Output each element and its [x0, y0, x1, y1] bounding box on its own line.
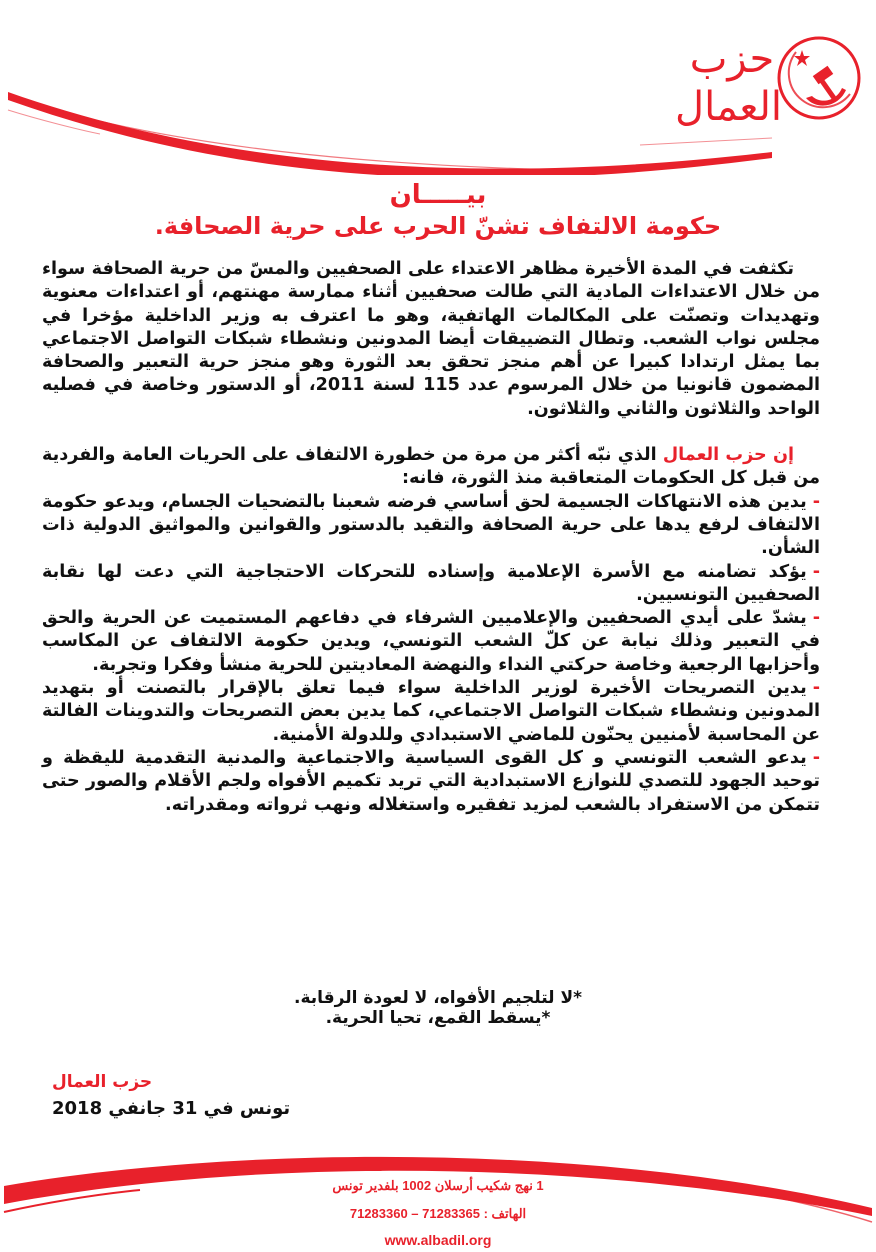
bullet-dash-icon: -: [812, 491, 820, 512]
bullet-item: [42, 491, 820, 561]
signature-party: حزب العمال: [52, 1072, 153, 1092]
bullet-item: [42, 607, 820, 677]
footer-website-link[interactable]: www.albadil.org: [384, 1232, 492, 1248]
logo-wordmark: [675, 34, 782, 130]
bullet-text: يشدّ على أيدي الصحفيين والإعلاميين الشرفاء في دفاعهم المستميت عن الحرية والحق في التعبير وذلك نيابة عن كلّ الشعب التونسي، ويدين حكومة الالتفاف عن المكاسب وأحزابها الرجعية وخاصة حركتي النداء والنهضة المعاديتين للحرية منشأ وفكرا وتجربة.: [42, 608, 820, 675]
intro-paragraph: تكثفت في المدة الأخيرة مظاهر الاعتداء على الصحفيين والمسّ من حرية الصحافة سواء من خلال الاعتداءات المادية التي طالت صحفيين أثناء ممارسة مهنتهم، أو اعتداءات معنوية وتهديدات وتصنّت على المكالمات الهاتفية، وهو ما اعترف به وزير الداخلية مؤخرا في مجلس نواب الشعب. وتطال التضييقات أيضا المدونين ونشطاء شبكات التواصل الاجتماعي بما يمثل ارتدادا كبيرا عن أهم منجز تحقق بعد الثورة وهو منجز حرية التعبير والصحافة المضمون قانونيا من خلال المرسوم عدد 115 لسنة 2011، أو الدستور وخاصة في فصليه الواحد والثلاثون والثاني والثلاثون.: [42, 259, 820, 419]
signature-place-date: تونس في 31 جانفي 2018: [52, 1098, 291, 1119]
paragraph-spacer: [42, 421, 820, 444]
party-position-text: الذي نبّه أكثر من مرة من خطورة الالتفاف على الحريات العامة والفردية من قبل كل الحكومات المتعاقبة منذ الثورة، فانه:: [42, 445, 820, 489]
slogans-block: [0, 988, 876, 1028]
slogan-line: *يسقط القمع، تحيا الحرية.: [325, 1008, 551, 1028]
party-position-paragraph: [42, 444, 820, 491]
footer-address: 1 نهج شكيب أرسلان 1002 بلفدير تونس: [332, 1178, 544, 1193]
bullet-dash-icon: -: [812, 608, 820, 629]
party-name-highlight: إن حزب العمال: [662, 445, 795, 466]
star-hammer-sickle-icon: [776, 32, 862, 124]
statement-body: [42, 258, 820, 817]
letterhead-header: [0, 0, 876, 175]
statement-subheading: حكومة الالتفاف تشنّ الحرب على حرية الصحافة.: [154, 212, 722, 240]
statement-title-block: [0, 180, 876, 242]
slogan-line: *لا لتلجيم الأفواه، لا لعودة الرقابة.: [293, 988, 583, 1008]
bullet-dash-icon: -: [812, 561, 820, 582]
logo-line-2: العمال: [675, 84, 782, 130]
bullet-dash-icon: -: [812, 747, 820, 768]
footer-phone: الهاتف : 71283365 – 71283360: [349, 1206, 527, 1221]
bullet-text: يدعو الشعب التونسي و كل القوى السياسية والاجتماعية والمدنية التقدمية لليقظة و توحيد الجهود للتصدي للنوازع الاستبدادية التي تريد تكميم الأفواه ولجم الأقلام والصور حتى تتمكن من الاستفراد بالشعب لمزيد تفقيره واستغلاله ونهب ثرواته ومقدراته.: [42, 747, 820, 815]
party-logo: [668, 28, 868, 128]
bullet-dash-icon: -: [812, 678, 820, 699]
bullet-item: [42, 677, 820, 747]
bullet-text: يدين التصريحات الأخيرة لوزير الداخلية سواء فيما تعلق بالإقرار بالتصنت أو بتهديد المدونين ونشطاء شبكات التواصل الاجتماعي، كما يدين بعض التصريحات والتدوينات الفالتة عن المحاسبة لأمنيين يحنّون للماضي الاستبدادي وللدولة الأمنية.: [42, 678, 820, 745]
letterhead-footer: [0, 1150, 876, 1252]
bullet-text: يؤكد تضامنه مع الأسرة الإعلامية وإسناده للتحركات الاحتجاجية التي دعت لها نقابة الصحفيين التونسيين.: [42, 561, 820, 605]
bullet-item: [42, 747, 820, 817]
bullet-text: يدين هذه الانتهاكات الجسيمة لحق أساسي فرضه شعبنا بالتضحيات الجسام، ويدعو حكومة الالتفاف لرفع يدها على حرية الصحافة والتقيد بالدستور والقوانين والمواثيق الدولية ذات الشأن.: [42, 491, 820, 559]
statement-heading: بيـــــان: [389, 180, 487, 210]
bullet-item: [42, 561, 820, 608]
logo-line-1: حزب: [689, 36, 775, 82]
